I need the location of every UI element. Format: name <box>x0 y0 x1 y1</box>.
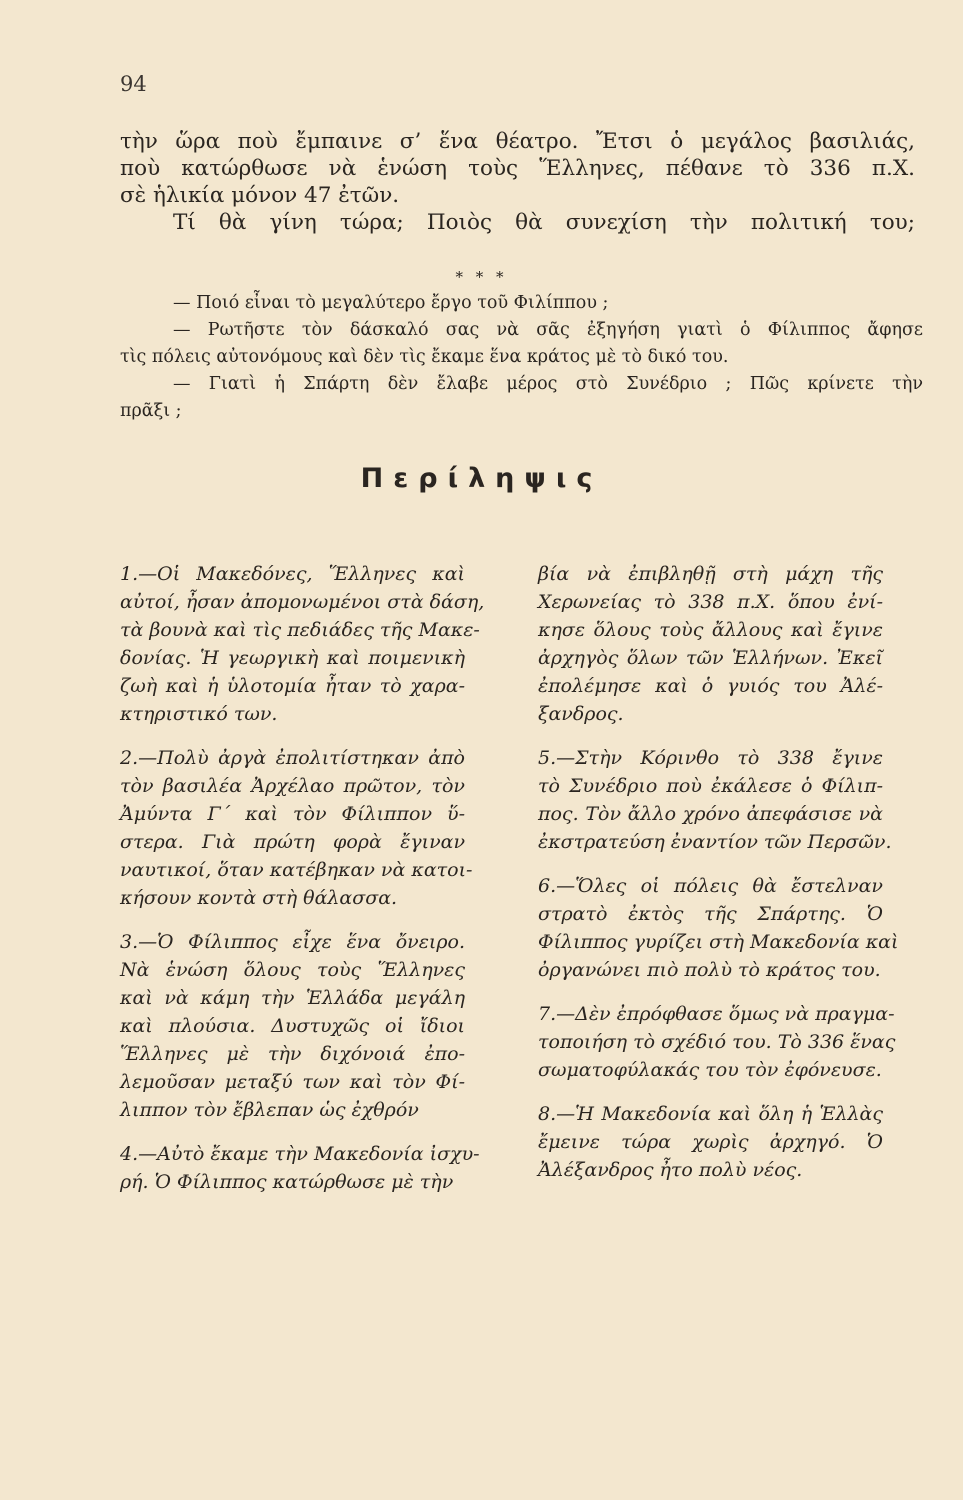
summary-line: τὰ βουνὰ καὶ τὶς πεδιάδες τῆς Μακε- <box>120 619 480 641</box>
summary-line: Νὰ ἑνώση ὅλους τοὺς Ἕλληνες <box>120 959 465 981</box>
summary-item <box>538 1100 883 1184</box>
summary-line: λιππον τὸν ἔβλεπαν ὡς ἐχθρόν <box>120 1099 419 1121</box>
summary-line: στερα. Γιὰ πρώτη φορὰ ἔγιναν <box>120 831 465 853</box>
question-2-line-2: τὶς πόλεις αὐτονόμους καὶ δὲν τὶς ἔκαμε ἕνα κράτος μὲ τὸ δικό του. <box>120 347 729 367</box>
summary-line: ξανδρος. <box>538 703 624 725</box>
question-3-line-2: πρᾶξι ; <box>120 401 182 421</box>
summary-line: πος. Τὸν ἄλλο χρόνο ἀπεφάσισε νὰ <box>538 803 883 825</box>
summary-line: κτηριστικό των. <box>120 703 278 725</box>
summary-line: τοποιήση τὸ σχέδιό του. Τὸ 336 ἕνας <box>538 1031 896 1053</box>
summary-line: ζωὴ καὶ ἡ ὑλοτομία ἦταν τὸ χαρα- <box>120 675 465 697</box>
summary-line: λεμοῦσαν μεταξύ των καὶ τὸν Φί- <box>120 1071 465 1093</box>
summary-line: Φίλιππος γυρίζει στὴ Μακεδονία καὶ <box>538 931 899 953</box>
summary-line: κήσουν κοντὰ στὴ θάλασσα. <box>120 887 398 909</box>
summary-line: τὸ Συνέδριο ποὺ ἐκάλεσε ὁ Φίλιπ- <box>538 775 883 797</box>
summary-item <box>120 928 465 1124</box>
summary-line: καὶ πλούσια. Δυστυχῶς οἱ ἴδιοι <box>120 1015 465 1037</box>
summary-line: 2.—Πολὺ ἀργὰ ἐπολιτίστηκαν ἀπὸ <box>120 747 465 769</box>
summary-line: τὸν βασιλέα Ἀρχέλαο πρῶτον, τὸν <box>120 775 465 797</box>
summary-line: 3.—Ὁ Φίλιππος εἶχε ἕνα ὄνειρο. <box>120 931 465 953</box>
section-separator: * * * <box>455 268 508 286</box>
summary-left-column <box>120 560 485 1212</box>
summary-line: ναυτικοί, ὅταν κατέβηκαν νὰ κατοι- <box>120 859 473 881</box>
summary-line: καὶ νὰ κάμη τὴν Ἑλλάδα μεγάλη <box>120 987 465 1009</box>
summary-line: Ἕλληνες μὲ τὴν διχόνοιά ἐπο- <box>120 1043 465 1065</box>
summary-line: στρατὸ ἐκτὸς τῆς Σπάρτης. Ὁ <box>538 903 883 925</box>
intro-line-1: τὴν ὥρα ποὺ ἔμπαινε σ’ ἕνα θέατρο. Ἔτσι ὁ μεγάλος βασιλιάς, <box>120 129 915 154</box>
intro-line-3: σὲ ἡλικία μόνον 47 ἐτῶν. <box>120 183 400 208</box>
question-line: Τί θὰ γίνη τώρα; Ποιὸς θὰ συνεχίση τὴν πολιτική του; <box>173 210 915 235</box>
question-1: — Ποιό εἶναι τὸ μεγαλύτερο ἔργο τοῦ Φιλίππου ; <box>173 293 609 313</box>
summary-line: ἔμεινε τώρα χωρὶς ἀρχηγό. Ὁ <box>538 1131 883 1153</box>
summary-line: 5.—Στὴν Κόρινθο τὸ 338 ἔγινε <box>538 747 883 769</box>
summary-item <box>538 744 892 856</box>
summary-line: 1.—Οἱ Μακεδόνες, Ἕλληνες καὶ <box>120 563 465 585</box>
summary-right-column <box>538 560 899 1200</box>
summary-line: Ἀλέξανδρος ἦτο πολὺ νέος. <box>538 1159 803 1181</box>
summary-item <box>120 744 473 912</box>
intro-line-2: ποὺ κατώρθωσε νὰ ἑνώση τοὺς Ἕλληνες, πέθανε τὸ 336 π.Χ. <box>120 156 915 181</box>
summary-line: 6.—Ὅλες οἱ πόλεις θὰ ἔστελναν <box>538 875 883 897</box>
summary-line: 7.—Δὲν ἐπρόφθασε ὅμως νὰ πραγμα- <box>538 1003 895 1025</box>
summary-line: 8.—Ἡ Μακεδονία καὶ ὅλη ἡ Ἑλλὰς <box>538 1103 883 1125</box>
question-3-line-1: — Γιατὶ ἡ Σπάρτη δὲν ἔλαβε μέρος στὸ Συνέδριο ; Πῶς κρίνετε τὴν <box>173 374 923 394</box>
summary-line: Χερωνείας τὸ 338 π.Χ. ὅπου ἐνί- <box>538 591 883 613</box>
summary-line: αὐτοί, ἦσαν ἀπομονωμένοι στὰ δάση, <box>120 591 485 613</box>
summary-item <box>538 872 899 984</box>
summary-line: ἀρχηγὸς ὅλων τῶν Ἑλλήνων. Ἐκεῖ <box>538 647 883 669</box>
summary-item <box>120 1140 480 1196</box>
summary-heading: Περίληψις <box>360 463 603 494</box>
summary-item <box>538 1000 896 1084</box>
summary-item <box>120 560 485 728</box>
summary-line: σωματοφύλακάς του τὸν ἐφόνευσε. <box>538 1059 882 1081</box>
summary-line: κησε ὅλους τοὺς ἄλλους καὶ ἔγινε <box>538 619 883 641</box>
summary-item <box>538 560 883 728</box>
summary-line: ἐκστρατεύση ἐναντίον τῶν Περσῶν. <box>538 831 892 853</box>
summary-line: ρή. Ὁ Φίλιππος κατώρθωσε μὲ τὴν <box>120 1171 454 1193</box>
summary-line: ἐπολέμησε καὶ ὁ γυιός του Ἀλέ- <box>538 675 883 697</box>
question-2-line-1: — Ρωτῆστε τὸν δάσκαλό σας νὰ σᾶς ἐξηγήση γιατὶ ὁ Φίλιππος ἄφησε <box>173 320 923 340</box>
summary-line: 4.—Αὐτὸ ἔκαμε τὴν Μακεδονία ἰσχυ- <box>120 1143 480 1165</box>
summary-line: ὀργανώνει πιὸ πολὺ τὸ κράτος του. <box>538 959 881 981</box>
summary-line: δονίας. Ἡ γεωργικὴ καὶ ποιμενικὴ <box>120 647 465 669</box>
page-number: 94 <box>120 72 147 96</box>
summary-line: βία νὰ ἐπιβληθῇ στὴ μάχη τῆς <box>538 563 883 585</box>
summary-line: Ἀμύντα Γ΄ καὶ τὸν Φίλιππον ὕ- <box>120 803 465 825</box>
